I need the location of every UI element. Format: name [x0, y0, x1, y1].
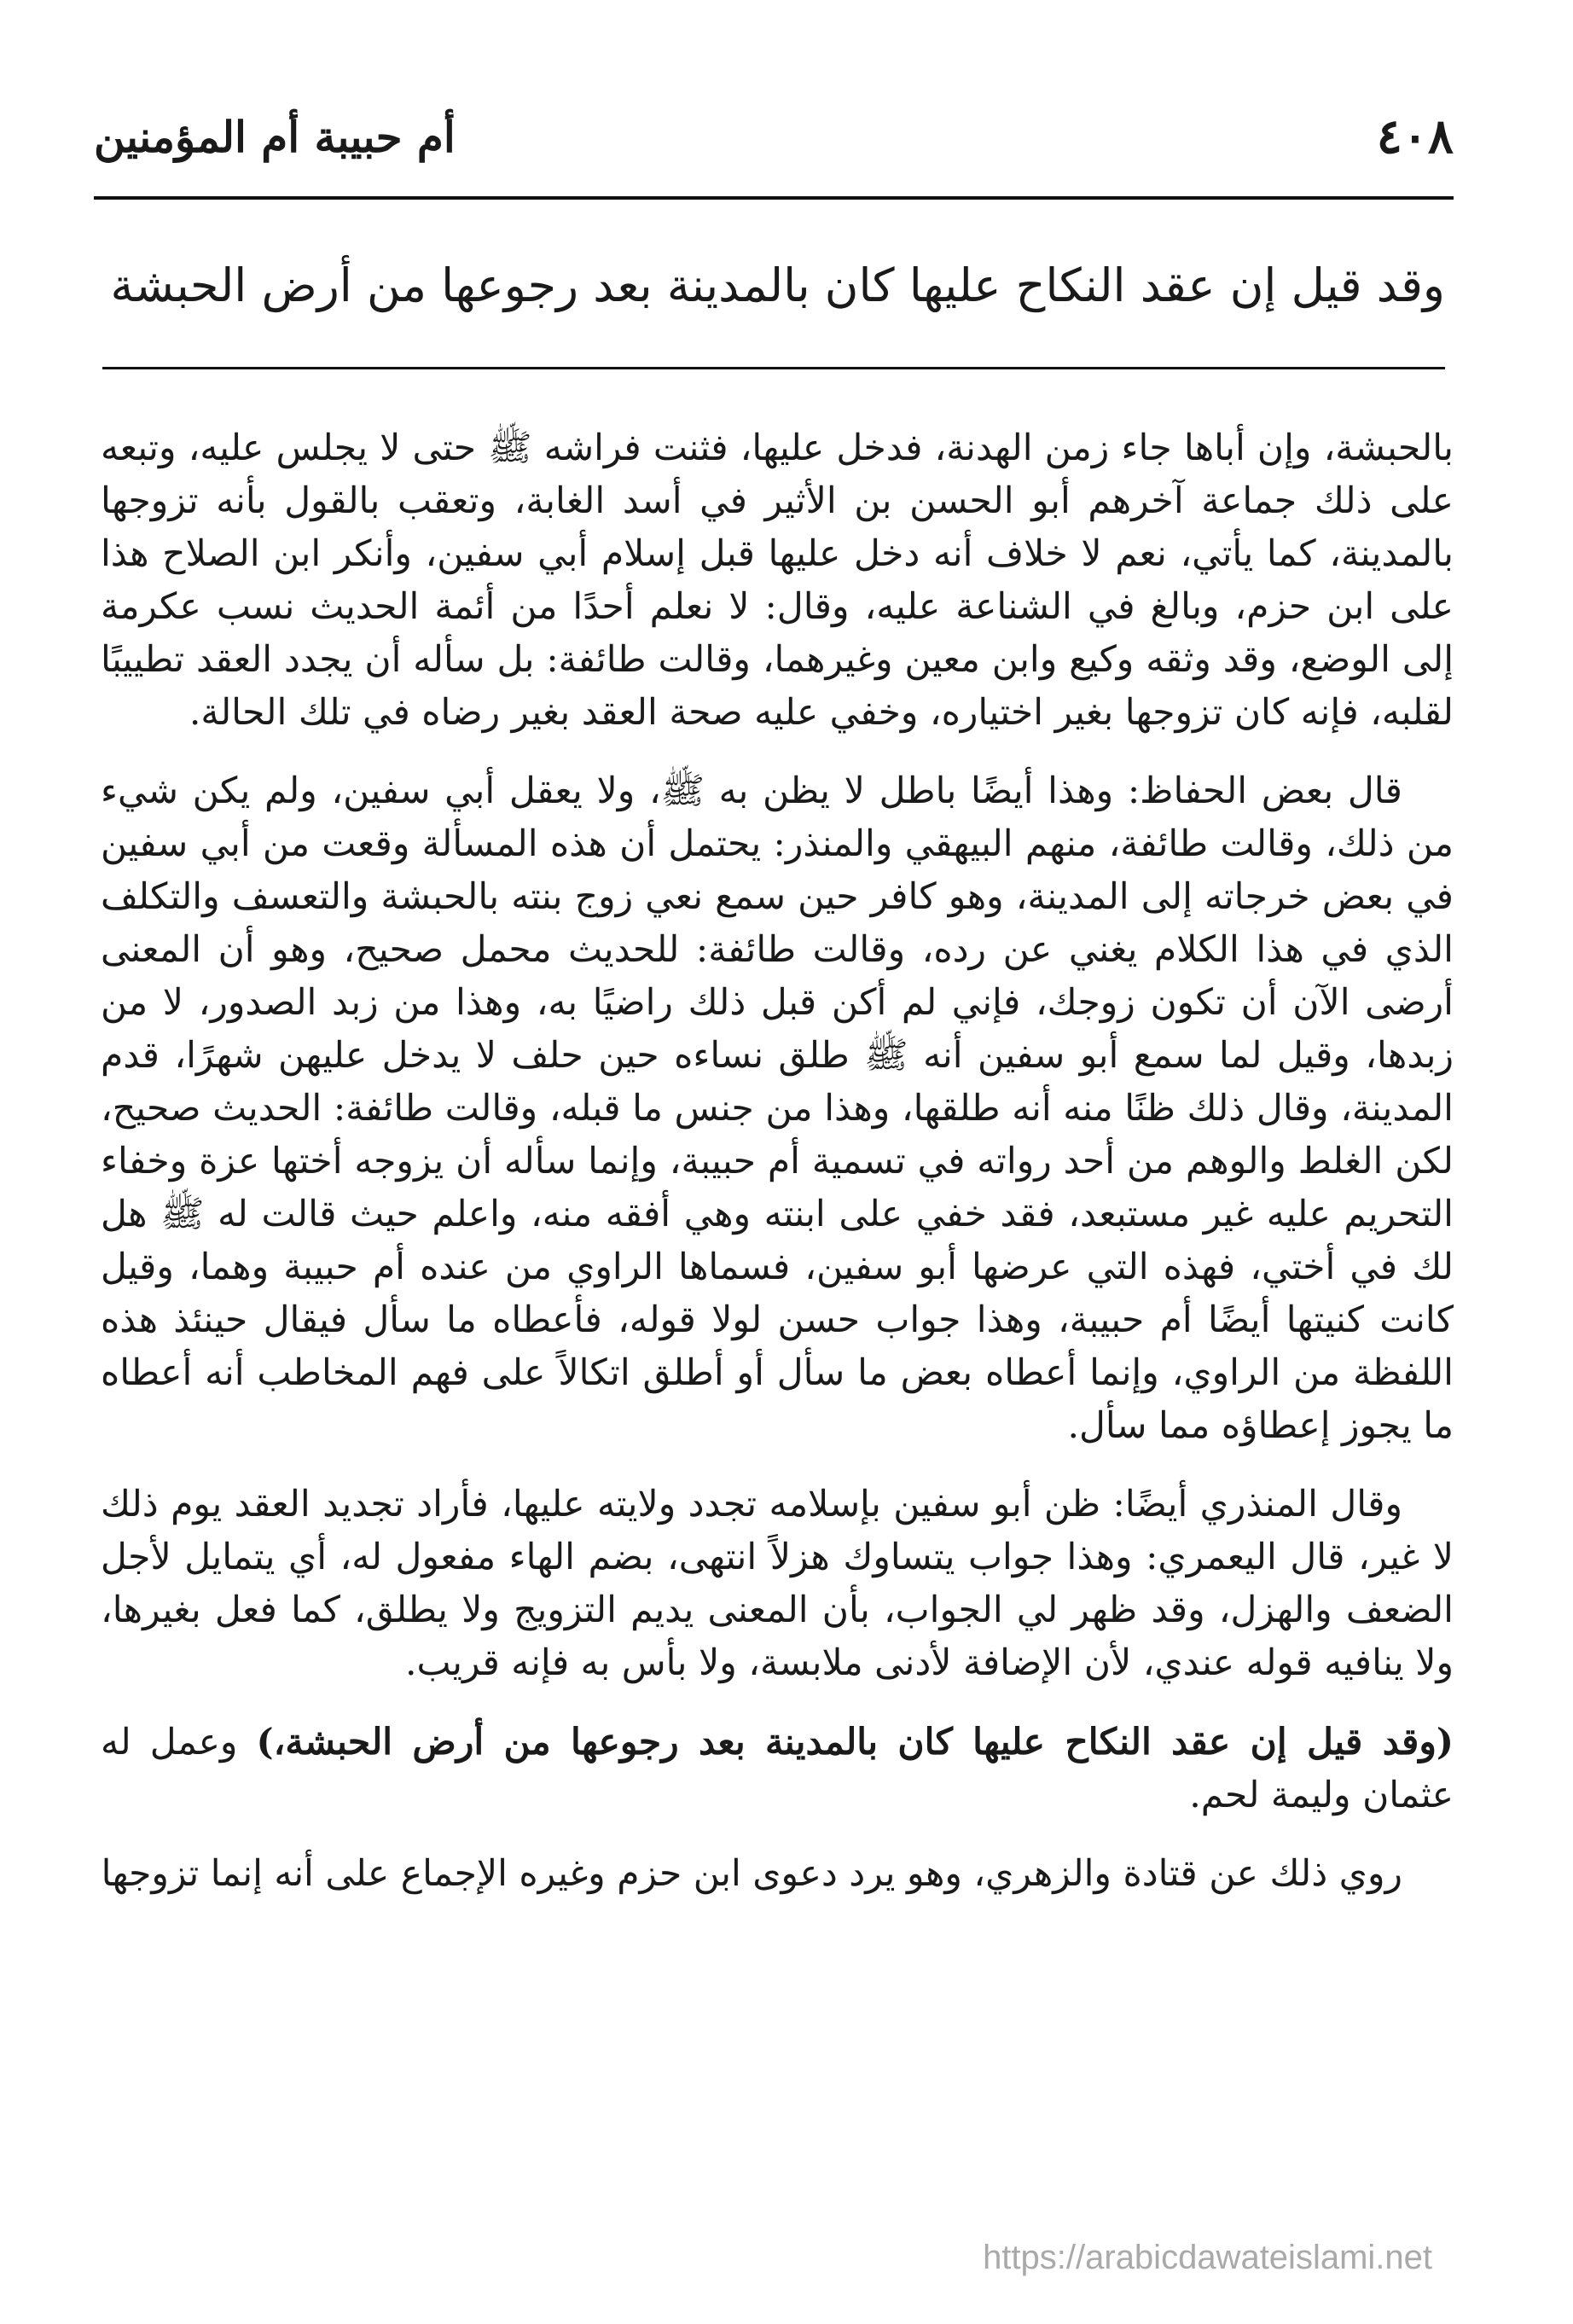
matn-separator-rule: [102, 367, 1445, 369]
matn-text: وقد قيل إن عقد النكاح عليها كان بالمدينة بعد رجوعها من أرض الحبشة: [110, 259, 1445, 312]
header-rule: [94, 196, 1454, 200]
page-number: ٤٠٨: [1376, 108, 1454, 165]
paragraph-1: بالحبشة، وإن أباها جاء زمن الهدنة، فدخل عليها، فثنت فراشه ﷺ حتى لا يجلس عليه، وتبعه على ذلك جماعة آخرهم أبو الحسن بن الأثير في أسد الغابة، وتعقب بالقول بأنه تزوجها بالمدينة، كما يأتي، نعم لا خلاف أنه دخل عليها قبل إسلام أبي سفين، وأنكر ابن الصلاح هذا على ابن حزم، وبالغ في الشناعة عليه، وقال: لا نعلم أحدًا من أئمة الحديث نسب عكرمة إلى الوضع، وقد وثقه وكيع وابن معين وغيرهما، وقالت طائفة: بل سأله أن يجدد العقد تطييبًا لقلبه، فإنه كان تزوجها بغير اختياره، وخفي عليه صحة العقد بغير رضاه في تلك الحالة.: [101, 427, 1454, 734]
watermark-url: https://arabicdawateislami.net: [983, 2239, 1432, 2276]
matn-quote: (وقد قيل إن عقد النكاح عليها كان بالمدينة بعد رجوعها من أرض الحبشة،): [256, 1721, 1454, 1763]
paragraph-5: روي ذلك عن قتادة والزهري، وهو يرد دعوى ابن حزم وغيره الإجماع على أنه إنما تزوجها: [101, 1853, 1402, 1895]
running-title: أم حبيبة أم المؤمنين: [94, 111, 456, 162]
commentary-body: [101, 422, 1454, 1926]
paragraph-3: وقال المنذري أيضًا: ظن أبو سفين بإسلامه تجدد ولايته عليها، فأراد تجديد العقد يوم ذلك لا غير، قال اليعمري: وهذا جواب يتساوك هزلاً انتهى، بضم الهاء مفعول له، أي يتمايل لأجل الضعف والهزل، وقد ظهر لي الجواب، بأن المعنى يديم التزويج ولا يطلق، كما فعل بغيرها، ولا ينافيه قوله عندي، لأن الإضافة لأدنى ملابسة، ولا بأس به فإنه قريب.: [101, 1484, 1454, 1684]
paragraph-4-rest: وعمل له عثمان وليمة لحم.: [101, 1722, 1454, 1816]
page-header: [94, 102, 1454, 171]
paragraph-2: قال بعض الحفاظ: وهذا أيضًا باطل لا يظن به ﷺ، ولا يعقل أبي سفين، ولم يكن شيء من ذلك، وقالت طائفة، منهم البيهقي والمنذر: يحتمل أن هذه المسألة وقعت من أبي سفين في بعض خرجاته إلى المدينة، وهو كافر حين سمع نعي زوج بنته بالحبشة والتعسف والتكلف الذي في هذا الكلام يغني عن رده، وقالت طائفة: للحديث محمل صحيح، وهو أن المعنى أرضى الآن أن تكون زوجك، فإني لم أكن قبل ذلك راضيًا به، وهذا من زبد الصدور، لا من زبدها، وقيل لما سمع أبو سفين أنه ﷺ طلق نساءه حين حلف لا يدخل عليهن شهرًا، قدم المدينة، وقال ذلك ظنًا منه أنه طلقها، وهذا من جنس ما قبله، وقالت طائفة: الحديث صحيح، لكن الغلط والوهم من أحد رواته في تسمية أم حبيبة، وإنما سأله أن يزوجه أختها عزة وخفاء التحريم عليه غير مستبعد، فقد خفي على ابنته وهي أفقه منه، واعلم حيث قالت له ﷺ هل لك في أختي، فهذه التي عرضها أبو سفين، فسماها الراوي من عنده أم حبيبة وهما، وقيل كانت كنيتها أيضًا أم حبيبة، وهذا جواب حسن لولا قوله، فأعطاه ما سأل فيقال حينئذ هذه اللفظة من الراوي، وإنما أعطاه بعض ما سأل أو أطلق اتكالاً على فهم المخاطب أنه أعطاه ما يجوز إعطاؤه مما سأل.: [101, 770, 1454, 1447]
paragraph-4: [101, 1716, 1454, 1822]
